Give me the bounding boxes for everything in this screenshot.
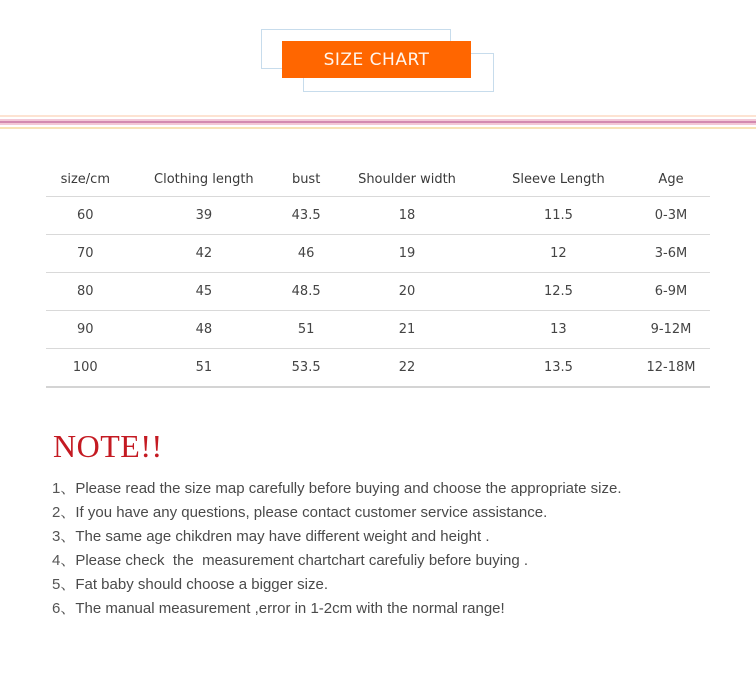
cell-age: 0-3M: [632, 197, 710, 235]
cell-age: 9-12M: [632, 311, 710, 349]
note-text: The same age chikdren may have different weight and height .: [75, 528, 490, 545]
table-row: [46, 311, 710, 349]
cell-size: 80: [46, 273, 125, 311]
note-number: 5、: [52, 576, 76, 593]
note-number: 2、: [52, 504, 76, 521]
note-text: Please read the size map carefully before buying and choose the appropriate size.: [75, 480, 622, 497]
cell-size: 60: [46, 197, 125, 235]
cell-bust: 48.5: [283, 273, 329, 311]
note-item: [52, 575, 622, 599]
cell-shoulder-width: 21: [329, 311, 485, 349]
cell-age: 12-18M: [632, 349, 710, 388]
table-row: [46, 349, 710, 388]
cell-age: 6-9M: [632, 273, 710, 311]
note-number: 1、: [52, 480, 76, 497]
cell-clothing-length: 39: [125, 197, 284, 235]
cell-bust: 53.5: [283, 349, 329, 388]
header-clothing-length: Clothing length: [125, 163, 284, 197]
size-table: [46, 163, 710, 388]
cell-shoulder-width: 19: [329, 235, 485, 273]
stripe-line: [0, 127, 756, 129]
cell-clothing-length: 42: [125, 235, 284, 273]
cell-sleeve-length: 12: [485, 235, 632, 273]
cell-size: 100: [46, 349, 125, 388]
cell-sleeve-length: 13.5: [485, 349, 632, 388]
table-header-row: [46, 163, 710, 197]
note-number: 3、: [52, 528, 76, 545]
table-row: [46, 197, 710, 235]
cell-clothing-length: 51: [125, 349, 284, 388]
header-bust: bust: [283, 163, 329, 197]
cell-sleeve-length: 11.5: [485, 197, 632, 235]
note-list: [52, 479, 622, 623]
header-sleeve-length: Sleeve Length: [485, 163, 632, 197]
cell-shoulder-width: 18: [329, 197, 485, 235]
cell-sleeve-length: 13: [485, 311, 632, 349]
table-row: [46, 273, 710, 311]
note-text: If you have any questions, please contact customer service assistance.: [75, 504, 548, 521]
cell-bust: 46: [283, 235, 329, 273]
note-text: The manual measurement ,error in 1-2cm with the normal range!: [75, 600, 505, 617]
cell-bust: 51: [283, 311, 329, 349]
cell-sleeve-length: 12.5: [485, 273, 632, 311]
cell-clothing-length: 48: [125, 311, 284, 349]
striped-divider: [0, 115, 756, 129]
header-shoulder-width: Shoulder width: [329, 163, 485, 197]
header-size: size/cm: [46, 163, 125, 197]
note-item: [52, 599, 622, 623]
cell-clothing-length: 45: [125, 273, 284, 311]
table-row: [46, 235, 710, 273]
size-chart-title: SIZE CHART: [282, 41, 471, 78]
cell-size: 90: [46, 311, 125, 349]
note-text: Fat baby should choose a bigger size.: [75, 576, 328, 593]
note-text: Please check the measurement chartchart carefuliy before buying .: [75, 552, 529, 569]
note-item: [52, 503, 622, 527]
cell-age: 3-6M: [632, 235, 710, 273]
cell-shoulder-width: 22: [329, 349, 485, 388]
note-heading: NOTE!!: [53, 428, 163, 464]
note-number: 6、: [52, 600, 76, 617]
size-chart-banner: [0, 0, 756, 100]
note-item: [52, 479, 622, 503]
header-age: Age: [632, 163, 710, 197]
note-item: [52, 527, 622, 551]
cell-size: 70: [46, 235, 125, 273]
cell-shoulder-width: 20: [329, 273, 485, 311]
cell-bust: 43.5: [283, 197, 329, 235]
note-number: 4、: [52, 552, 76, 569]
note-item: [52, 551, 622, 575]
